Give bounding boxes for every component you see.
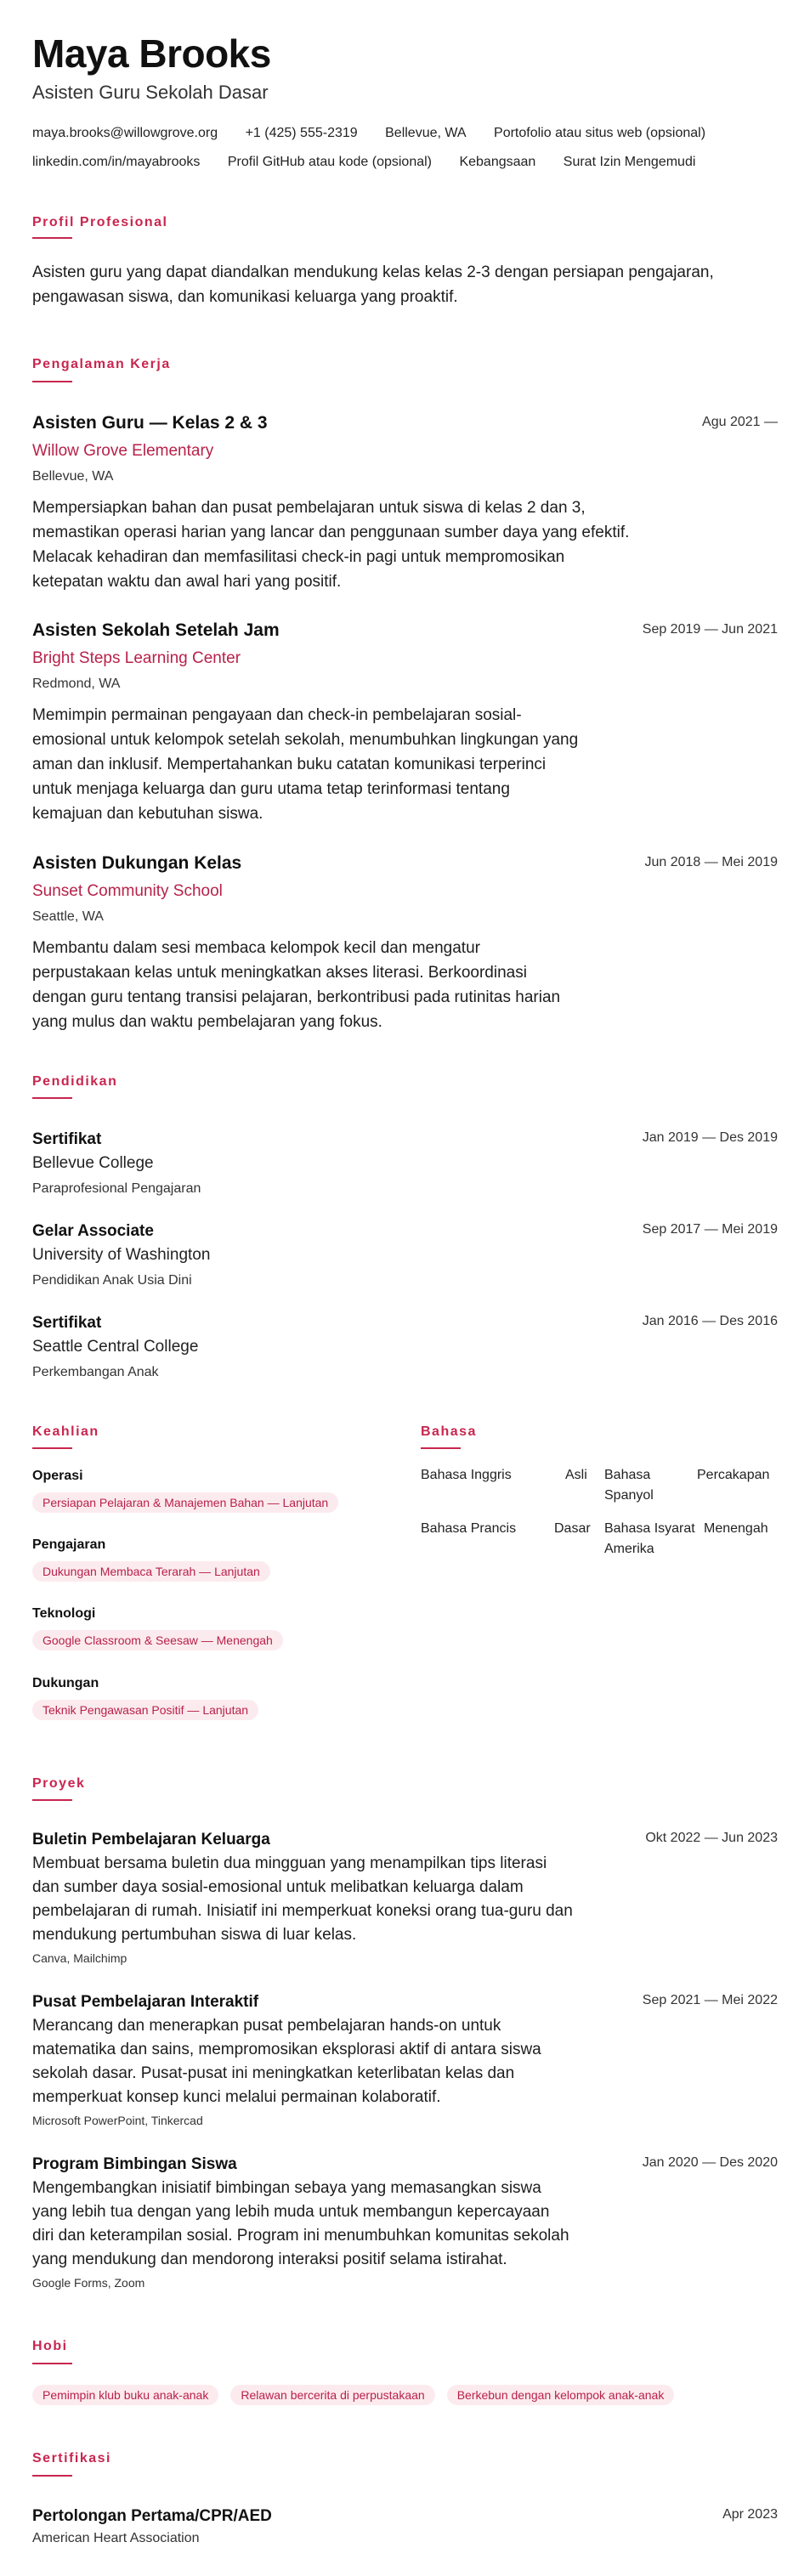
section-title-profile: Profil Profesional — [32, 215, 168, 229]
language-level: Percakapan — [697, 1468, 770, 1482]
contact-nationality: Kebangsaan — [459, 155, 536, 169]
contact-phone[interactable]: +1 (425) 555-2319 — [245, 126, 358, 140]
candidate-role: Asisten Guru Sekolah Dasar — [32, 82, 269, 103]
skill-group-name: Operasi — [32, 1469, 83, 1483]
skill-group-name: Teknologi — [32, 1606, 96, 1621]
section-title-experience: Pengalaman Kerja — [32, 357, 171, 371]
edu-degree: Gelar Associate — [32, 1222, 154, 1240]
section-title-skills: Keahlian — [32, 1424, 99, 1439]
language-name: Bahasa Spanyol — [604, 1468, 654, 1503]
contact-portfolio[interactable]: Portofolio atau situs web (opsional) — [494, 126, 706, 140]
section-divider — [32, 1799, 72, 1801]
language-name: Bahasa Inggris — [421, 1468, 512, 1482]
section-title-education: Pendidikan — [32, 1074, 118, 1089]
project-date: Sep 2021 — Mei 2022 — [642, 1993, 778, 2007]
project-tech: Microsoft PowerPoint, Tinkercad — [32, 2114, 203, 2127]
edu-date: Jan 2019 — Des 2019 — [642, 1130, 778, 1145]
edu-date: Sep 2017 — Mei 2019 — [642, 1222, 778, 1237]
contact-location: Bellevue, WA — [385, 126, 467, 140]
project-title: Pusat Pembelajaran Interaktif — [32, 1993, 259, 2011]
skill-chip: Persiapan Pelajaran & Manajemen Bahan — Lanjutan — [32, 1492, 338, 1513]
project-description: Merancang dan menerapkan pusat pembelajaran hands-on untuk matematika dan sains, mempromosikan eksplorasi aktif di antara siswa sekolah dasar. Pusat-pusat ini meningkatkan keterlibatan kelas dan memperkuat konsep kunci melalui permainan kolaboratif. — [32, 2017, 541, 2106]
edu-degree: Sertifikat — [32, 1314, 102, 1332]
edu-school: University of Washington — [32, 1246, 211, 1264]
job-org: Bright Steps Learning Center — [32, 649, 241, 667]
hobby-chip: Relawan bercerita di perpustakaan — [230, 2385, 434, 2405]
skill-chip: Teknik Pengawasan Positif — Lanjutan — [32, 1700, 258, 1720]
skill-group-name: Dukungan — [32, 1676, 99, 1690]
edu-date: Jan 2016 — Des 2016 — [642, 1314, 778, 1328]
project-date: Jan 2020 — Des 2020 — [642, 2155, 778, 2170]
section-title-projects: Proyek — [32, 1776, 86, 1791]
contact-row-1 — [32, 126, 729, 141]
edu-field: Paraprofesional Pengajaran — [32, 1181, 201, 1196]
candidate-name: Maya Brooks — [32, 31, 271, 76]
edu-degree: Sertifikat — [32, 1130, 102, 1148]
section-title-languages: Bahasa — [421, 1424, 477, 1439]
job-date: Agu 2021 — — [702, 415, 778, 429]
profile-summary: Asisten guru yang dapat diandalkan mendukung kelas kelas 2-3 dengan persiapan pengajaran, pengawasan siswa, dan komunikasi keluarga yang proaktif. — [32, 263, 714, 306]
section-divider — [32, 237, 72, 239]
cert-name: Pertolongan Pertama/CPR/AED — [32, 2507, 272, 2525]
project-description: Membuat bersama buletin dua mingguan yang menampilkan tips literasi dan sumber daya sosial-emosional untuk melibatkan keluarga dalam pembelajaran di rumah. Inisiatif ini memperkuat koneksi orang tua-guru dan mendukung pertumbuhan siswa di luar kelas. — [32, 1854, 573, 1944]
contact-github[interactable]: Profil GitHub atau kode (opsional) — [227, 155, 432, 169]
hobby-chip: Berkebun dengan kelompok anak-anak — [447, 2385, 675, 2405]
language-name: Bahasa Isyarat Amerika — [604, 1521, 695, 1556]
section-title-hobbies: Hobi — [32, 2339, 68, 2353]
section-divider — [32, 2363, 72, 2364]
project-title: Program Bimbingan Siswa — [32, 2155, 237, 2173]
contact-linkedin[interactable]: linkedin.com/in/mayabrooks — [32, 155, 201, 169]
job-description: Memimpin permainan pengayaan dan check-in pembelajaran sosial- emosional untuk kelompok setelah sekolah, menumbuhkan lingkungan yang aman dan inklusif. Mempertahankan buku catatan komunikasi terperinci untuk menjaga keluarga dan guru utama tetap terinformasi tentang kemajuan dan kebutuhan siswa. — [32, 706, 579, 823]
contact-email[interactable]: maya.brooks@willowgrove.org — [32, 126, 218, 140]
cert-date: Apr 2023 — [722, 2507, 778, 2522]
hobby-list — [32, 2385, 674, 2405]
edu-school: Bellevue College — [32, 1154, 154, 1172]
job-org: Sunset Community School — [32, 882, 223, 900]
contact-license: Surat Izin Mengemudi — [563, 155, 696, 169]
edu-field: Pendidikan Anak Usia Dini — [32, 1273, 192, 1288]
language-level: Asli — [565, 1468, 587, 1482]
language-level: Dasar — [554, 1521, 591, 1536]
edu-field: Perkembangan Anak — [32, 1365, 159, 1379]
section-divider — [32, 1447, 72, 1449]
job-location: Seattle, WA — [32, 909, 104, 924]
job-org: Willow Grove Elementary — [32, 442, 214, 460]
project-title: Buletin Pembelajaran Keluarga — [32, 1831, 270, 1848]
project-date: Okt 2022 — Jun 2023 — [645, 1831, 778, 1845]
section-title-certifications: Sertifikasi — [32, 2451, 111, 2466]
section-divider — [32, 1097, 72, 1099]
job-date: Jun 2018 — Mei 2019 — [644, 855, 778, 869]
project-description: Mengembangkan inisiatif bimbingan sebaya yang memasangkan siswa yang lebih tua dengan yang lebih muda untuk membangun kepercayaan diri dan keterampilan sosial. Program ini menumbuhkan komunitas sekolah yang mendukung dan mendorong interaksi positif selama istirahat. — [32, 2179, 569, 2268]
section-divider — [32, 2475, 72, 2477]
job-title: Asisten Sekolah Setelah Jam — [32, 620, 280, 640]
job-location: Redmond, WA — [32, 677, 121, 691]
hobby-chip: Pemimpin klub buku anak-anak — [32, 2385, 218, 2405]
edu-school: Seattle Central College — [32, 1338, 199, 1356]
language-level: Menengah — [704, 1521, 768, 1536]
section-divider — [32, 381, 72, 382]
language-name: Bahasa Prancis — [421, 1521, 517, 1536]
job-title: Asisten Guru — Kelas 2 & 3 — [32, 413, 268, 433]
job-description: Membantu dalam sesi membaca kelompok kecil dan mengatur perpustakaan kelas untuk meningkatkan akses literasi. Berkoordinasi dengan guru tentang transisi pelajaran, berkontribusi pada rutinitas harian yang mulus dan waktu pembelajaran yang fokus. — [32, 939, 561, 1031]
skill-chip: Dukungan Membaca Terarah — Lanjutan — [32, 1561, 270, 1582]
contact-row-2 — [32, 155, 719, 170]
job-title: Asisten Dukungan Kelas — [32, 853, 242, 873]
cert-issuer: American Heart Association — [32, 2531, 200, 2545]
job-date: Sep 2019 — Jun 2021 — [642, 622, 778, 637]
job-location: Bellevue, WA — [32, 469, 114, 484]
skill-chip: Google Classroom & Seesaw — Menengah — [32, 1630, 283, 1650]
job-description: Mempersiapkan bahan dan pusat pembelajaran untuk siswa di kelas 2 dan 3, memastikan operasi harian yang lancar dan penggunaan sumber daya yang efektif. Melacak kehadiran dan memfasilitasi check-in pagi untuk mempromosikan ketepatan waktu dan awal hari yang positif. — [32, 499, 630, 591]
project-tech: Google Forms, Zoom — [32, 2276, 145, 2290]
project-tech: Canva, Mailchimp — [32, 1951, 127, 1965]
skill-group-name: Pengajaran — [32, 1537, 106, 1552]
section-divider — [421, 1447, 461, 1449]
